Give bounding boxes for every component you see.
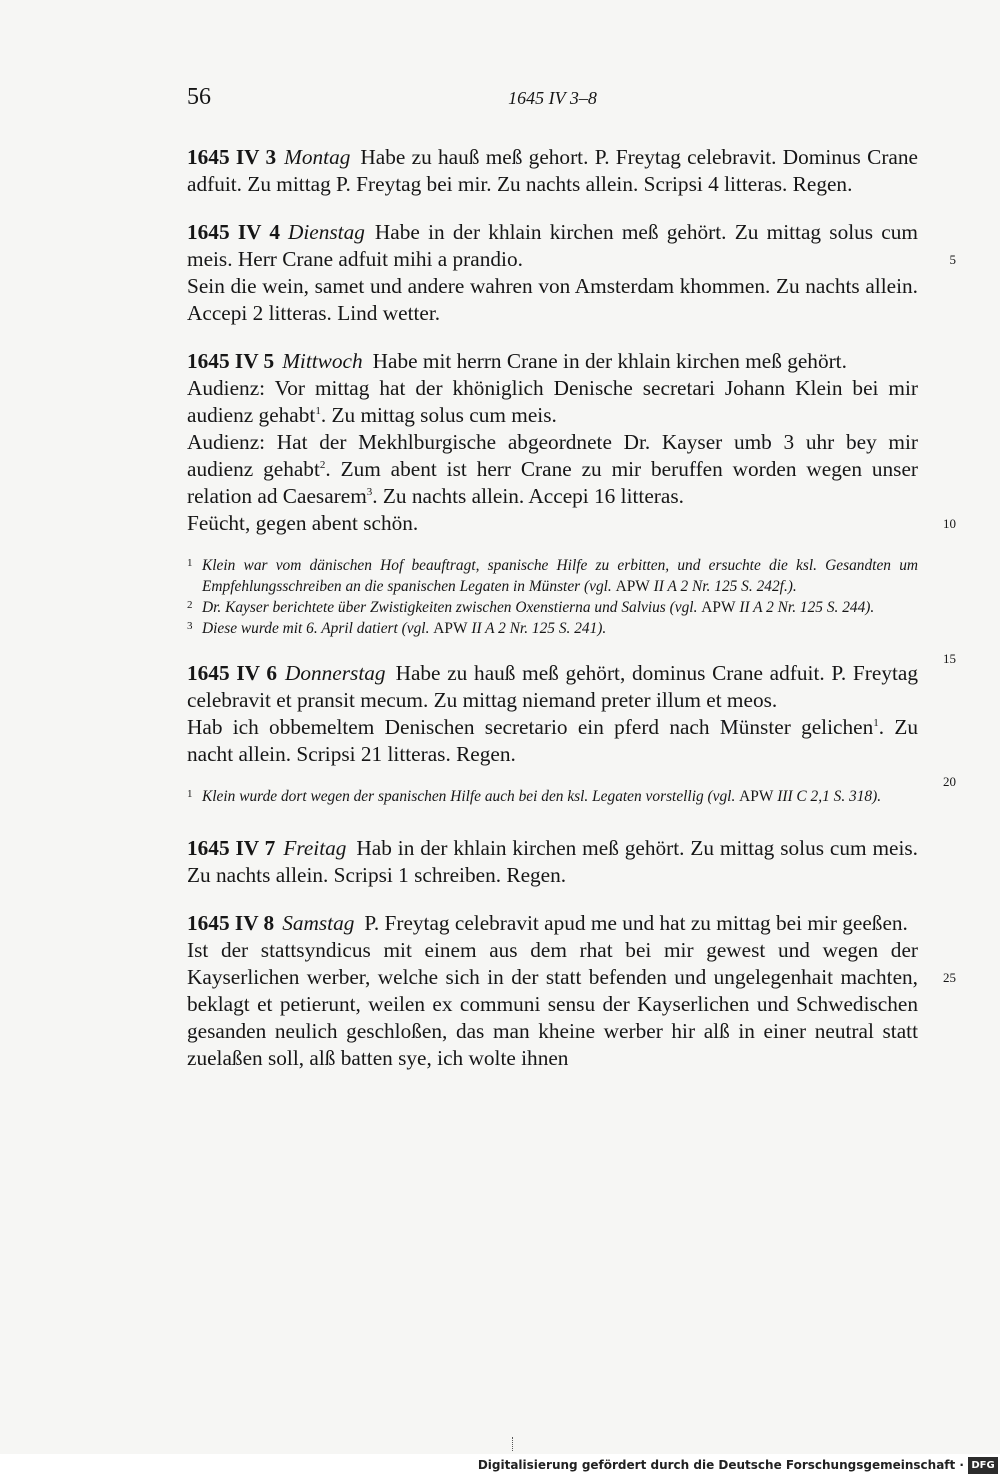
entry-paragraph <box>187 219 918 273</box>
entry-text: Audienz: Vor mittag hat der khöniglich Denische secretari Johann Klein bei mir audienz gehabt <box>187 376 918 427</box>
entry-weekday: Samstag <box>282 911 355 935</box>
entry-paragraph <box>187 375 918 429</box>
entry-text: Ist der stattsyndicus mit einem aus dem rhat bei mir gewest und wegen der Kayserlichen werber, welche sich in der statt befenden und ungelegenhait machten, beklagt et petierunt, weilen ex communi sensu der Kayserlichen und Schwedischen gesanden neulich geschloßen, das man kheine werber hir alß in einer neutral statt zuelaßen soll, alß batten sye, ich wolte ihnen <box>187 938 918 1070</box>
footnote-text: Klein wurde dort wegen der spanischen Hilfe auch bei den ksl. Legaten vorstellig (vgl. <box>202 788 740 805</box>
footnote-text: III C 2,1 S. 318). <box>773 788 882 805</box>
line-number: 15 <box>943 651 956 666</box>
footnote-ref-abbrev: APW <box>615 578 650 595</box>
entry-date: 1645 IV 7 <box>187 836 276 860</box>
entry-date: 1645 IV 8 <box>187 911 275 935</box>
line-number: 5 <box>949 252 956 267</box>
diary-entry <box>187 144 918 198</box>
entry-text: Habe mit herrn Crane in der khlain kirchen meß gehört. <box>372 349 847 373</box>
footer-credit: Digitalisierung gefördert durch die Deutsche Forschungsgemeinschaft · <box>477 1458 964 1472</box>
document-body <box>187 144 956 1093</box>
entry-paragraph <box>187 910 918 937</box>
entry-text: . Zu nachts allein. Accepi 16 litteras. <box>372 484 684 508</box>
entry-weekday: Montag <box>284 145 351 169</box>
footnote-mark: 1 <box>187 788 193 800</box>
footer <box>0 1454 1000 1478</box>
entry-paragraph <box>187 144 918 198</box>
entry-paragraph <box>187 510 918 537</box>
footnote-ref: 1 <box>873 716 879 729</box>
entry-paragraph <box>187 429 918 510</box>
entry-text: Sein die wein, samet und andere wahren von Amsterdam khommen. Zu nachts allein. Accepi 2 litteras. Lind wetter. <box>187 274 918 325</box>
entry-text: Habe zu hauß meß gehort. P. Freytag celebravit. Dominus Crane adfuit. Zu mittag P. Freytag bei mir. Zu nachts allein. Scripsi 4 litteras. Regen. <box>187 145 918 196</box>
footnote-ref-abbrev: APW <box>433 620 468 637</box>
entry-weekday: Donnerstag <box>284 661 386 685</box>
entry-text: P. Freytag celebravit apud me und hat zu mittag bei mir geeßen. <box>364 911 908 935</box>
entry-date: 1645 IV 3 <box>187 145 277 169</box>
footnote <box>187 555 918 597</box>
running-title: 1645 IV 3–8 <box>508 88 597 108</box>
line-number: 20 <box>943 774 956 789</box>
footnote <box>187 786 918 807</box>
gutter-mark <box>512 1437 516 1451</box>
footnote-mark: 2 <box>187 599 193 611</box>
footnote-ref-abbrev: APW <box>739 788 774 805</box>
entry-text: Habe in der khlain kirchen meß gehört. Zu mittag solus cum meis. Herr Crane adfuit mihi a prandio. <box>187 220 918 271</box>
footnote <box>187 597 918 618</box>
footnotes <box>187 786 918 807</box>
entry-text: Audienz: Hat der Mekhlburgische abgeordnete Dr. Kayser umb 3 uhr bey mir audienz gehabt <box>187 430 918 481</box>
footnote-text: Diese wurde mit 6. April datiert (vgl. <box>202 620 434 637</box>
line-number: 25 <box>943 970 956 985</box>
entry-date: 1645 IV 4 <box>187 220 280 244</box>
entry-date: 1645 IV 6 <box>187 661 277 685</box>
entry-text: Feücht, gegen abent schön. <box>187 511 419 535</box>
entry-text: Hab in der khlain kirchen meß gehört. Zu mittag solus cum meis. Zu nachts allein. Scripsi 1 schreiben. Regen. <box>187 836 918 887</box>
entry-weekday: Freitag <box>283 836 347 860</box>
footnote-text: II A 2 Nr. 125 S. 242f.). <box>649 578 797 595</box>
diary-entry <box>187 835 918 889</box>
entry-date: 1645 IV 5 <box>187 349 275 373</box>
diary-entry <box>187 910 956 1072</box>
footnote <box>187 618 918 639</box>
entry-text: . Zu nacht allein. Scripsi 21 litteras. Regen. <box>187 715 918 766</box>
footnote-text: II A 2 Nr. 125 S. 244). <box>735 599 875 616</box>
footnote-mark: 3 <box>187 620 193 632</box>
dfg-logo-icon: DFG <box>968 1457 998 1474</box>
footnote-mark: 1 <box>187 557 193 569</box>
entry-text: . Zum abent ist herr Crane zu mir beruffen worden wegen unser relation ad Caesarem <box>187 457 918 508</box>
entry-paragraph <box>187 714 918 768</box>
entry-weekday: Mittwoch <box>282 349 363 373</box>
footnote-ref: 3 <box>366 485 373 498</box>
page-header <box>187 84 918 120</box>
entry-text: Habe zu hauß meß gehört, dominus Crane adfuit. P. Freytag celebravit et pransit mecum. Zu mittag niemand preter illum et meos. <box>187 661 918 712</box>
entry-text: . Zu mittag solus cum meis. <box>320 403 557 427</box>
footnote-ref: 1 <box>315 404 321 417</box>
entry-paragraph <box>187 835 918 889</box>
entry-paragraph <box>187 273 918 327</box>
footnote-text: Klein war vom dänischen Hof beauftragt, spanische Hilfe zu erbitten, und ersuchte die ksl. Gesandten um Empfehlungsschreiben an die spanischen Legaten in Münster (vgl. <box>202 557 918 595</box>
page-number: 56 <box>187 84 211 110</box>
footnote-text: Dr. Kayser berichtete über Zwistigkeiten zwischen Oxenstierna und Salvius (vgl. <box>202 599 702 616</box>
footnotes <box>187 555 918 639</box>
diary-entry <box>187 219 956 327</box>
entry-text: Hab ich obbemeltem Denischen secretario ein pferd nach Münster gelichen <box>187 715 874 739</box>
entry-paragraph <box>187 937 918 1072</box>
entry-paragraph <box>187 660 918 714</box>
line-number: 10 <box>943 516 956 531</box>
footnote-text: II A 2 Nr. 125 S. 241). <box>467 620 607 637</box>
diary-entry <box>187 660 956 789</box>
footnote-ref-abbrev: APW <box>701 599 736 616</box>
footnote-ref: 2 <box>319 458 326 471</box>
entry-weekday: Dienstag <box>288 220 365 244</box>
entry-paragraph <box>187 348 918 375</box>
